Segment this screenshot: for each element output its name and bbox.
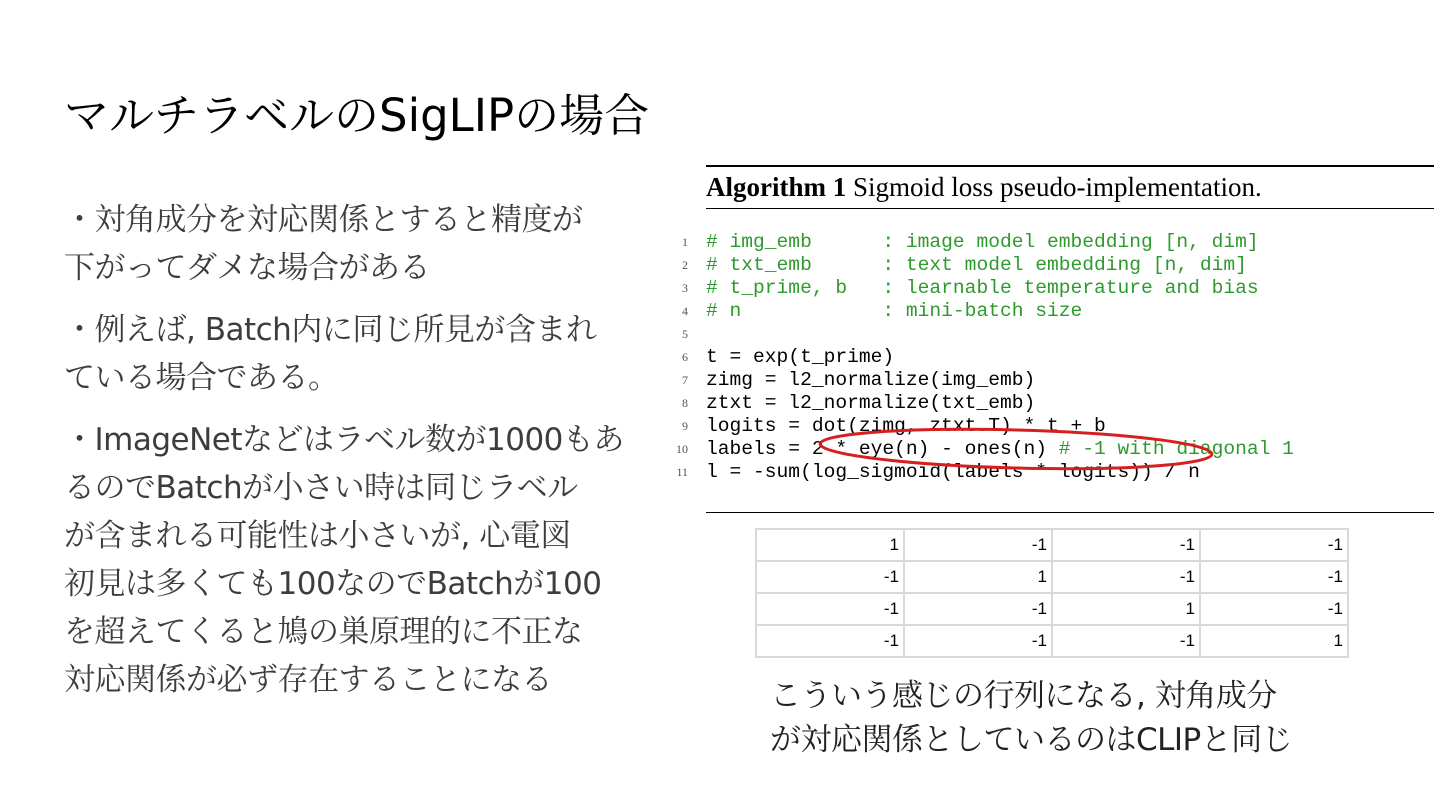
code-line [666,231,1436,254]
code-text [706,369,1035,392]
code-statement: zimg = l2_normalize(img_emb) [706,369,1036,391]
code-text [706,346,894,369]
table-cell: -1 [904,593,1052,625]
table-row [756,593,1348,625]
algorithm-label: Algorithm 1 [706,172,847,202]
table-cell: 1 [756,529,904,561]
code-comment: # -1 with diagonal 1 [1058,438,1294,460]
algorithm-caption-rule [706,208,1434,209]
line-number: 4 [682,304,688,318]
code-comment: # n : mini-batch size [706,300,1083,322]
table-cell: -1 [756,593,904,625]
code-comment: # img_emb : image model embedding [n, dim] [706,231,1259,253]
algorithm-caption [706,171,1262,203]
line-number: 1 [682,235,688,249]
code-statement: t = exp(t_prime) [706,346,895,368]
table-cell: -1 [904,529,1052,561]
label-matrix-table [755,528,1349,658]
bullet-line: 下がってダメな場合がある [64,250,430,286]
line-number: 3 [682,281,688,295]
algorithm-caption-text: Sigmoid loss pseudo-implementation. [852,172,1262,202]
code-text [706,231,1259,254]
bullet-line: を超えてくると鳩の巣原理的に不正な [64,614,583,650]
slide-title: マルチラベルのSigLIPの場合 [64,89,650,142]
bullet-line: ・対角成分を対応関係とすると精度が [64,202,583,238]
bullet-line: が含まれる可能性は小さいが, 心電図 [64,518,571,554]
table-row [756,561,1348,593]
table-cell: -1 [904,625,1052,657]
code-text [706,300,1082,323]
table-cell: -1 [1052,625,1200,657]
line-number: 9 [682,419,688,433]
line-number: 2 [682,258,688,272]
line-number: 7 [682,373,688,387]
caption-line: こういう感じの行列になる, 対角成分 [770,678,1277,714]
algorithm-bottom-rule [706,512,1434,513]
line-number: 11 [676,465,688,479]
table-cell: -1 [1052,561,1200,593]
table-cell: -1 [756,625,904,657]
bullet-line: ・例えば, Batch内に同じ所見が含まれ [64,312,597,348]
code-statement: logits = dot(zimg, ztxt.T) * t + b [706,415,1106,437]
code-line [666,369,1436,392]
bullet-line: 初見は多くても100なのでBatchが100 [64,566,602,602]
table-cell: -1 [1200,529,1348,561]
line-number: 5 [682,327,688,341]
code-comment: # txt_emb : text model embedding [n, dim] [706,254,1247,276]
code-statement: labels = 2 * eye(n) - ones(n) [706,438,1059,460]
bullet-line: るのでBatchが小さい時は同じラベル [64,470,578,506]
code-line [666,392,1436,415]
table-cell: 1 [1052,593,1200,625]
table-cell: 1 [1200,625,1348,657]
annotation-ellipse [816,426,1216,472]
table-row [756,529,1348,561]
bullet-item [64,306,664,402]
table-row [756,625,1348,657]
table-cell: -1 [756,561,904,593]
line-number: 6 [682,350,688,364]
table-cell: -1 [1200,561,1348,593]
code-statement: l = -sum(log_sigmoid(labels * logits)) / n [706,461,1200,483]
table-cell: -1 [1200,593,1348,625]
table-cell: -1 [1052,529,1200,561]
matrix-caption [770,674,1410,762]
line-number: 10 [676,442,688,456]
code-line [666,254,1436,277]
caption-line: が対応関係としているのはCLIPと同じ [770,722,1293,758]
bullet-list [64,196,664,718]
bullet-line: ている場合である。 [64,360,339,396]
code-text [706,392,1035,415]
code-text [706,277,1259,300]
bullet-item [64,416,664,704]
algorithm-top-rule [706,165,1434,167]
table-cell: 1 [904,561,1052,593]
code-line [666,346,1436,369]
code-comment: # t_prime, b : learnable temperature and bias [706,277,1259,299]
bullet-line: 対応関係が必ず存在することになる [64,662,552,698]
code-statement: ztxt = l2_normalize(txt_emb) [706,392,1036,414]
code-line [666,300,1436,323]
bullet-item [64,196,664,292]
line-number: 8 [682,396,688,410]
code-line [666,323,1436,346]
code-text [706,254,1247,277]
bullet-line: ・ImageNetなどはラベル数が1000もあ [64,422,624,458]
code-line [666,277,1436,300]
